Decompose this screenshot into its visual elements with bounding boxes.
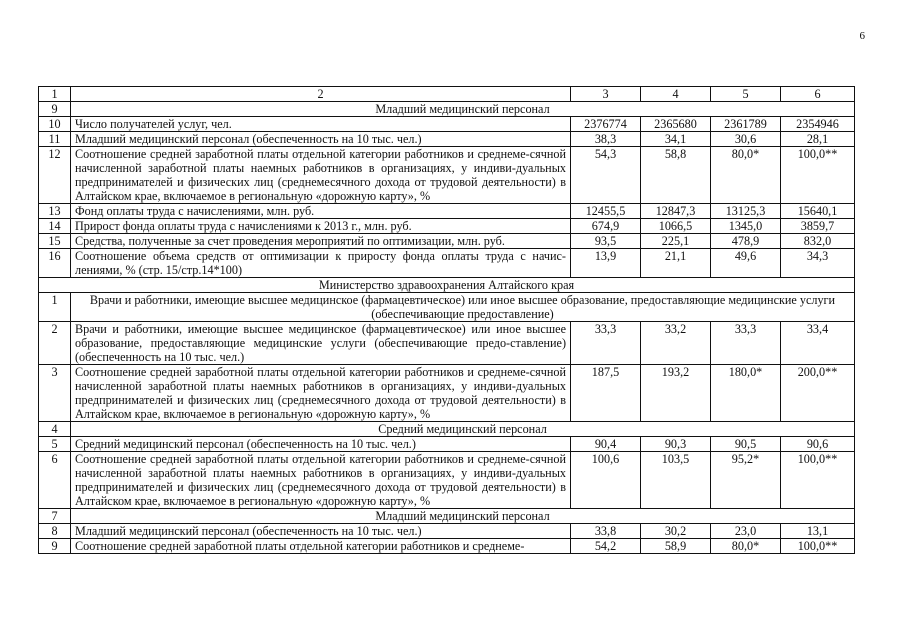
row-number: 5 [39,437,71,452]
table-row [39,117,855,132]
value-cell: 34,3 [781,249,855,278]
table-row [39,204,855,219]
table-heading-row [39,278,855,293]
value-cell: 54,3 [571,147,641,204]
table-section-row [39,102,855,117]
value-cell: 180,0* [711,365,781,422]
table-row [39,524,855,539]
value-cell: 15640,1 [781,204,855,219]
table-header-row [39,87,855,102]
table-row [39,322,855,365]
section-title: Врачи и работники, имеющие высшее медицинское (фармацевтическое) или иное высшее образование, предоставляющие медицинские услуги (обеспечивающие предоставление) [71,293,855,322]
section-title: Младший медицинский персонал [71,102,855,117]
table-section-row [39,293,855,322]
row-number: 15 [39,234,71,249]
indicator-name: Младший медицинский персонал (обеспеченность на 10 тыс. чел.) [71,524,571,539]
value-cell: 100,0** [781,147,855,204]
row-number: 8 [39,524,71,539]
indicator-name: Соотношение средней заработной платы отдельной категории работников и среднеме-сячной начисленной заработной платы наемных работников в организациях, у индиви-дуальных предпринимателей и физических лиц (среднемесячного дохода от трудовой деятельности) в Алтайском крае, включаемое в региональную «дорожную карту», % [71,365,571,422]
header-cell: 5 [711,87,781,102]
value-cell: 30,2 [641,524,711,539]
header-cell: 4 [641,87,711,102]
value-cell: 33,8 [571,524,641,539]
header-cell: 3 [571,87,641,102]
value-cell: 23,0 [711,524,781,539]
row-number: 12 [39,147,71,204]
table-section-row [39,509,855,524]
table-section-row [39,422,855,437]
value-cell: 58,8 [641,147,711,204]
value-cell: 13,1 [781,524,855,539]
value-cell: 2365680 [641,117,711,132]
row-number: 10 [39,117,71,132]
value-cell: 103,5 [641,452,711,509]
value-cell: 832,0 [781,234,855,249]
value-cell: 1066,5 [641,219,711,234]
indicators-table [38,86,855,554]
value-cell: 33,4 [781,322,855,365]
indicator-name: Врачи и работники, имеющие высшее медицинское (фармацевтическое) или иное высшее образование, предоставляющие медицинские услуги (обеспечивающие предо-ставление) (обеспеченность на 10 тыс. чел.) [71,322,571,365]
value-cell: 90,5 [711,437,781,452]
value-cell: 58,9 [641,539,711,554]
value-cell: 28,1 [781,132,855,147]
row-number: 13 [39,204,71,219]
indicator-name: Фонд оплаты труда с начислениями, млн. руб. [71,204,571,219]
value-cell: 200,0** [781,365,855,422]
row-number: 4 [39,422,71,437]
page-number: 6 [859,30,865,42]
value-cell: 187,5 [571,365,641,422]
table-row [39,365,855,422]
value-cell: 33,3 [711,322,781,365]
indicator-name: Младший медицинский персонал (обеспеченность на 10 тыс. чел.) [71,132,571,147]
value-cell: 3859,7 [781,219,855,234]
row-number: 9 [39,539,71,554]
table-row [39,132,855,147]
value-cell: 93,5 [571,234,641,249]
value-cell: 2376774 [571,117,641,132]
indicator-name: Соотношение средней заработной платы отдельной категории работников и среднеме-сячной начисленной заработной платы наемных работников в организациях, у индиви-дуальных предпринимателей и физических лиц (среднемесячного дохода от трудовой деятельности) в Алтайском крае, включаемое в региональную «дорожную карту», % [71,452,571,509]
indicator-name: Соотношение объема средств от оптимизации к приросту фонда оплаты труда с начис-лениями, % (стр. 15/стр.14*100) [71,249,571,278]
value-cell: 33,3 [571,322,641,365]
value-cell: 2361789 [711,117,781,132]
row-number: 11 [39,132,71,147]
table-row [39,147,855,204]
indicator-name: Средний медицинский персонал (обеспеченность на 10 тыс. чел.) [71,437,571,452]
indicator-name: Соотношение средней заработной платы отдельной категории работников и среднеме- [71,539,571,554]
value-cell: 478,9 [711,234,781,249]
value-cell: 21,1 [641,249,711,278]
header-cell: 1 [39,87,71,102]
table-row [39,249,855,278]
row-number: 7 [39,509,71,524]
header-cell: 2 [71,87,571,102]
value-cell: 34,1 [641,132,711,147]
ministry-heading: Министерство здравоохранения Алтайского края [39,278,855,293]
value-cell: 38,3 [571,132,641,147]
value-cell: 100,0** [781,539,855,554]
value-cell: 674,9 [571,219,641,234]
value-cell: 95,2* [711,452,781,509]
value-cell: 193,2 [641,365,711,422]
value-cell: 54,2 [571,539,641,554]
value-cell: 13125,3 [711,204,781,219]
value-cell: 80,0* [711,539,781,554]
value-cell: 12847,3 [641,204,711,219]
value-cell: 90,3 [641,437,711,452]
value-cell: 80,0* [711,147,781,204]
table-row [39,234,855,249]
value-cell: 13,9 [571,249,641,278]
row-number: 2 [39,322,71,365]
value-cell: 12455,5 [571,204,641,219]
value-cell: 1345,0 [711,219,781,234]
value-cell: 49,6 [711,249,781,278]
value-cell: 225,1 [641,234,711,249]
row-number: 14 [39,219,71,234]
value-cell: 90,6 [781,437,855,452]
value-cell: 100,0** [781,452,855,509]
table-row [39,219,855,234]
row-number: 6 [39,452,71,509]
row-number: 1 [39,293,71,322]
table-row [39,539,855,554]
table-body [39,102,855,554]
value-cell: 100,6 [571,452,641,509]
section-title: Средний медицинский персонал [71,422,855,437]
row-number: 16 [39,249,71,278]
row-number: 9 [39,102,71,117]
value-cell: 2354946 [781,117,855,132]
row-number: 3 [39,365,71,422]
indicator-name: Средства, полученные за счет проведения мероприятий по оптимизации, млн. руб. [71,234,571,249]
section-title: Младший медицинский персонал [71,509,855,524]
indicator-name: Соотношение средней заработной платы отдельной категории работников и среднеме-сячной начисленной заработной платы наемных работников в организациях, у индиви-дуальных предпринимателей и физических лиц (среднемесячного дохода от трудовой деятельности) в Алтайском крае, включаемое в региональную «дорожную карту», % [71,147,571,204]
value-cell: 30,6 [711,132,781,147]
header-cell: 6 [781,87,855,102]
indicator-name: Число получателей услуг, чел. [71,117,571,132]
indicator-name: Прирост фонда оплаты труда с начислениями к 2013 г., млн. руб. [71,219,571,234]
table-row [39,437,855,452]
table-row [39,452,855,509]
value-cell: 33,2 [641,322,711,365]
value-cell: 90,4 [571,437,641,452]
